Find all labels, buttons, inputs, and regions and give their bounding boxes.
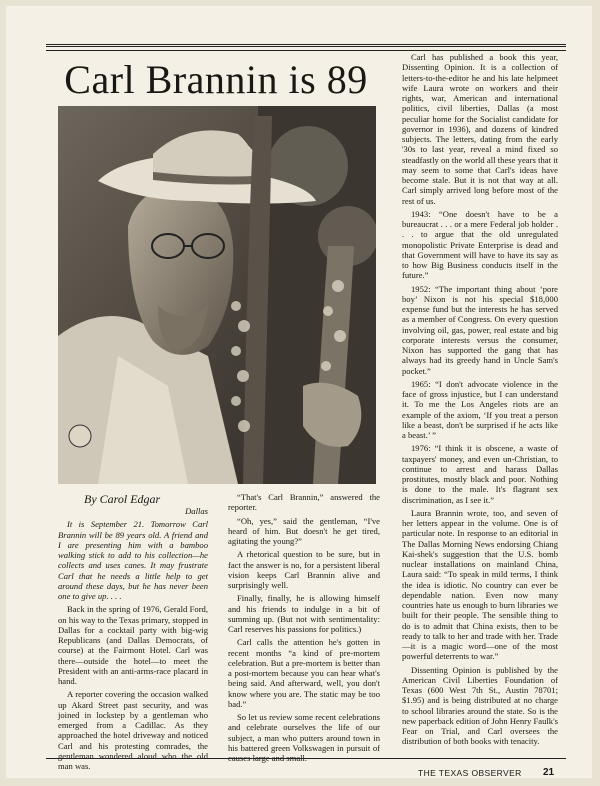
top-rule-thin (46, 50, 566, 51)
page-number: 21 (543, 767, 555, 778)
column-2 (228, 492, 380, 766)
body-paragraph: 1976: “I think it is obscene, a waste of taxpayers' money, and even un-Christian, to continue to arrest and harass Dallas prostitutes, mostly black and poor. Nothing is done to the male. It's flagrant sex discrimination, as I see it.” (402, 443, 558, 505)
body-paragraph: A rhetorical question to be sure, but in fact the answer is no, for a persistent liberal vision keeps Carl Brannin alive and surprisingly well. (228, 549, 380, 590)
column-3 (402, 52, 558, 750)
portrait-photo (58, 106, 376, 484)
body-paragraph: 1952: “The important thing about ‘pore boy’ Nixon is not his special $18,000 expense fund but the interests he has served as a member of Congress. On every question involving oil, gas, power, real estate and big corporate interests versus the consumer, Nixon has supported the gang that has always had its greedy hand in Uncle Sam's pocket.” (402, 283, 558, 376)
dateline: Dallas (185, 506, 208, 516)
magazine-page (6, 6, 592, 778)
body-paragraph: 1943: “One doesn't have to be a bureaucrat . . . or a mere Federal job holder . . . to argue that the old unregulated monopolistic Private Enterprise is dead and that Government will have to have its say as to how Big Business conducts itself in the future.” (402, 208, 558, 281)
headline: Carl Brannin is 89 (64, 57, 368, 102)
body-paragraph: “Oh, yes,” said the gentleman, “I've heard of him. But doesn't he get tired, agitating the young?” (228, 515, 380, 546)
body-paragraph: Carl calls the attention he's gotten in recent months “a kind of pre-mortem celebration. But a pre-mortem is better than a post-mortem because you can hear what's being said. And afterward, well, you don't know where you are. The static may be too bad.” (228, 637, 380, 709)
portrait-photo-illustration (58, 106, 376, 484)
body-paragraph: A reporter covering the occasion walked up Akard Street past security, and was joined in lockstep by a gentleman who emerged from a Cadillac. As they approached the hotel driveway and noticed Carl and his protesting comrades, the gentleman wondered aloud who the old man was. (58, 689, 208, 771)
body-paragraph: So let us review some recent celebrations and celebrate ourselves the life of our subject, a man who putters around town in his battered green Volkswagen in pursuit of causes large and small. (228, 712, 380, 763)
body-paragraph: Finally, finally, he is allowing himself and his friends to indulge in a bit of summing up. (But not with sentimentality: Carl reserves his passions for politics.) (228, 593, 380, 634)
body-paragraph: Dissenting Opinion is published by the American Civil Liberties Foundation of Texas (600 West 7th St., Austin 78701; $1.95) and is being distributed at no charge to school libraries around the state. So is the new paperback edition of John Henry Faulk's Fear on Trial, and Carl oversees the distribution of both books with tenacity. (402, 664, 558, 747)
footer-publication: THE TEXAS OBSERVER (418, 768, 522, 778)
top-rule (46, 44, 566, 47)
body-paragraph: “That's Carl Brannin,” answered the reporter. (228, 492, 380, 513)
byline: By Carol Edgar (84, 492, 161, 506)
body-paragraph: Laura Brannin wrote, too, and seven of her letters appear in the volume. One is of particular note. In response to an editorial in The Dallas Morning News endorsing Chiang Kai-shek's suggestion that the U.S. bomb nuclear installations on mainland China, Laura said: “To speak in mild terms, I think the idea is idiotic. No country can ever be dependable nation. Even now many countries hate us enough to burn libraries we built for their people. The sensible thing to do is to admit that China exists, then to be ready to talk to her and trade with her. Trade—it is a magic word—one of the most powerful deterrents to war.” (402, 507, 558, 662)
body-paragraph: Carl has published a book this year, Dissenting Opinion. It is a collection of letters-to-the-editor he and his late helpmeet wife Laura wrote on workers and their rights, war, American and international politics, civil liberties, Dallas (a most peculiar home for the Socialist candidate for governor in 1936), and dozens of kindred subjects. The letters, dating from the early '30s to last year, reveal a mind fixed so steadfastly on the world all these years that it may seem to some that Carl's ideas have become stale. But it is not that way at all. Carl simply arrived long before most of the rest of us. (402, 52, 558, 206)
footer-rule (46, 758, 566, 759)
column-1 (58, 506, 208, 774)
body-paragraph: 1965: “I don't advocate violence in the face of gross injustice, but I can understand it. To me the Los Angeles riots are an example of the axiom, ‘If you treat a person like a beast, don't be surprised if he acts like a beast.’ ” (402, 378, 558, 440)
intro-paragraph: It is September 21. Tomorrow Carl Brannin will be 89 years old. A friend and I are presenting him with a bamboo walking stick to add to his collection—he collects and uses canes. It may frustrate Carl that he needs a little help to get around these days, but he has never been one to give up. . . . (58, 519, 208, 601)
body-paragraph: Back in the spring of 1976, Gerald Ford, on his way to the Texas primary, stopped in Dallas for a cocktail party with big-wig Republicans (and Dallas Democrats, of course) at the Fairmont Hotel. Carl was there—outside the hotel—to meet the President with an anti-arms-race placard in hand. (58, 604, 208, 686)
